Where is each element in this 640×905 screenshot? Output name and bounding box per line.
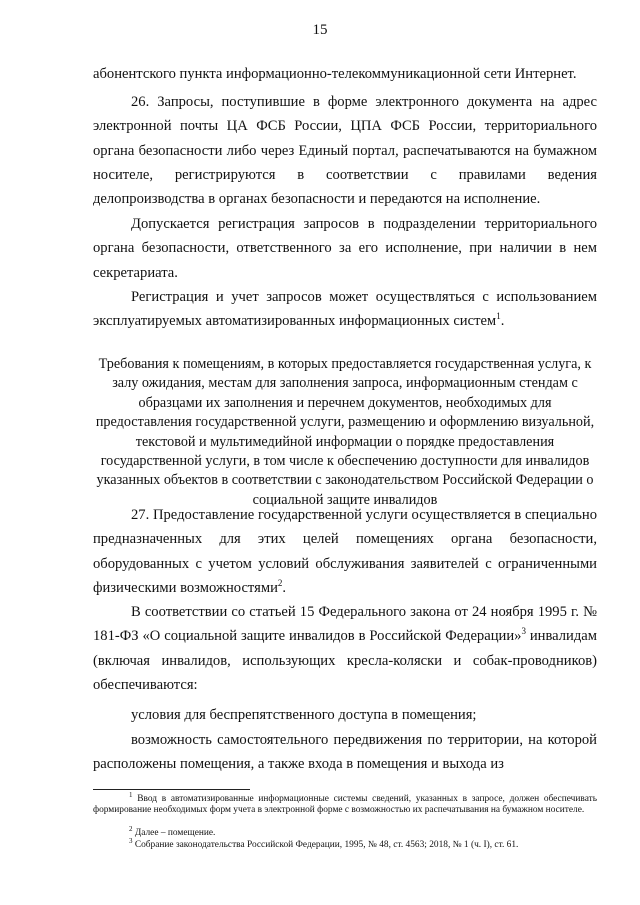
footnote-3	[93, 836, 597, 851]
paragraph-text: Регистрация и учет запросов может осуществляться с использованием эксплуатируемых автоматизированных информационных систем	[93, 289, 597, 330]
footnote-ref-3: 3	[521, 626, 526, 637]
paragraph-end: .	[282, 579, 287, 596]
footnote-mark: 1	[129, 790, 133, 799]
footnote-ref-1: 1	[496, 311, 501, 322]
paragraph-movement: возможность самостоятельного передвижения по территории, на которой расположены помещения, а также входа в помещения и выхода из	[93, 732, 597, 773]
paragraph-federal-law	[93, 600, 597, 697]
paragraph-text: В соответствии со статьей 15 Федерального закона от 24 ноября 1995 г. № 181-ФЗ «О социальной защите инвалидов в Российской Федерации»	[93, 604, 597, 645]
footnote-text: Собрание законодательства Российской Федерации, 1995, № 48, ст. 4563; 2018, № 1 (ч. I), ст. 61.	[134, 840, 519, 850]
footnote-text: Далее – помещение.	[134, 828, 216, 838]
footnote-2	[93, 824, 597, 839]
paragraph-continuation: абонентского пункта информационно-телекоммуникационной сети Интернет.	[93, 66, 577, 82]
paragraph-registration-division: Допускается регистрация запросов в подразделении территориального органа безопасности, ответственного за его исполнение, при наличии в нем секретариата.	[93, 216, 597, 281]
footnote-separator	[93, 789, 250, 790]
paragraph-access-conditions: условия для беспрепятственного доступа в помещения;	[131, 707, 477, 723]
paragraph-27	[93, 503, 597, 600]
paragraph-registration-systems	[93, 285, 597, 334]
footnote-mark: 3	[129, 836, 133, 845]
page-number: 15	[312, 22, 328, 38]
paragraph-end: инвалидам (включая инвалидов, использующих кресла-коляски и собак-проводников) обеспечиваются:	[93, 628, 597, 693]
footnote-mark: 2	[129, 824, 133, 833]
footnote-ref-2: 2	[277, 578, 283, 589]
paragraph-text: 27. Предоставление государственной услуги осуществляется в специально предназначенных для этих целей помещениях органа безопасности, оборудованных с учетом условий обслуживания заявителей с ограниченными физическими возможностями	[93, 507, 597, 596]
paragraph-26: 26. Запросы, поступившие в форме электронного документа на адрес электронной почты ЦА ФСБ России, ЦПА ФСБ России, территориального органа безопасности либо через Единый портал, распечатываются на бумажном носителе, регистрируются в соответствии с правилами ведения делопроизводства в органах безопасности и передаются на исполнение.	[93, 94, 597, 208]
footnote-1	[93, 790, 597, 817]
section-heading: Требования к помещениям, в которых предоставляется государственная услуга, к залу ожидания, местам для заполнения запроса, информационным стендам с образцами их заполнения и перечнем документов, необходимых для предоставления государственной услуги, размещению и оформлению визуальной, текстовой и мультимедийной информации о порядке предоставления государственной услуги, в том числе к обеспечению доступности для инвалидов указанных объектов в соответствии с законодательством Российской Федерации о социальной защите инвалидов	[95, 356, 595, 508]
footnote-text: Ввод в автоматизированные информационные системы сведений, указанных в запросе, должен обеспечивать формирование необходимых форм учета в электронной форме с возможностью их распечатывания на бумажном носителе.	[93, 794, 597, 816]
paragraph-end: .	[500, 313, 505, 330]
